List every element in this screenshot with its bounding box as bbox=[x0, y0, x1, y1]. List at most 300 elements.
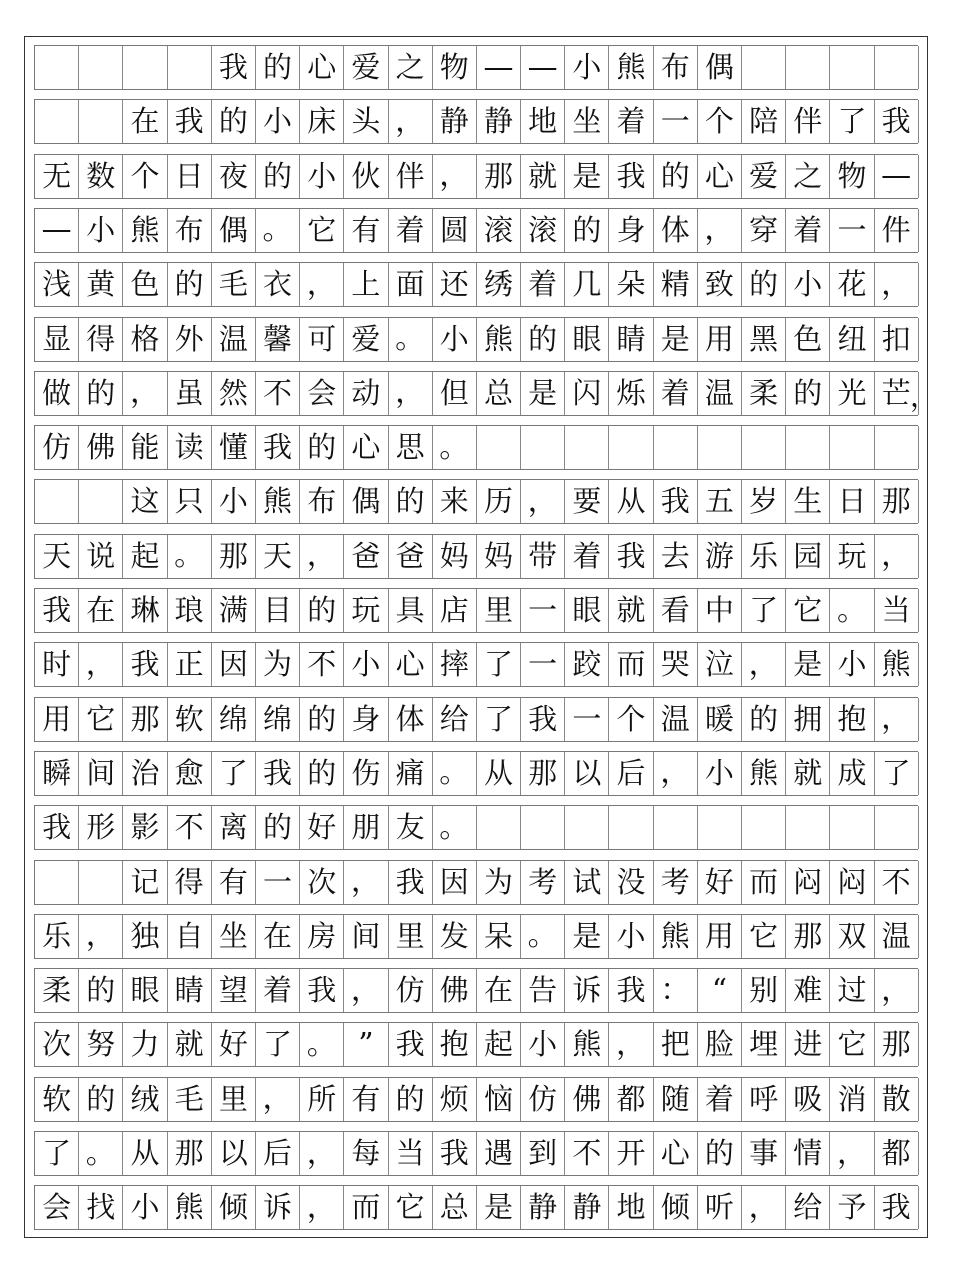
grid-cell: 了 bbox=[875, 752, 919, 795]
grid-cell: 日 bbox=[830, 480, 874, 523]
grid-cell: 它 bbox=[79, 698, 123, 741]
grid-cell: 遇 bbox=[477, 1132, 521, 1175]
grid-cell: 。 bbox=[521, 915, 565, 958]
grid-cell: — bbox=[521, 46, 565, 89]
grid-cell: 小 bbox=[256, 100, 300, 143]
grid-cell: 一 bbox=[654, 100, 698, 143]
grid-cell: 成 bbox=[830, 752, 874, 795]
grid-cell: 从 bbox=[477, 752, 521, 795]
grid-cell bbox=[565, 806, 609, 849]
grid-cell: 黄 bbox=[79, 263, 123, 306]
grid-cell: ， bbox=[875, 263, 919, 306]
grid-cell: 小 bbox=[698, 752, 742, 795]
grid-cell bbox=[79, 46, 123, 89]
grid-row bbox=[34, 805, 918, 850]
grid-cell: 绒 bbox=[123, 1078, 167, 1121]
grid-cell: 会 bbox=[35, 1186, 79, 1229]
grid-cell: 跤 bbox=[565, 643, 609, 686]
grid-row bbox=[34, 1185, 918, 1230]
grid-cell: 当 bbox=[875, 589, 919, 632]
grid-cell: 它 bbox=[830, 1023, 874, 1066]
grid-cell: 它 bbox=[300, 209, 344, 252]
grid-cell: 个 bbox=[698, 100, 742, 143]
grid-cell bbox=[79, 480, 123, 523]
grid-cell: 夜 bbox=[212, 155, 256, 198]
grid-cell: 熊 bbox=[565, 1023, 609, 1066]
grid-cell: 一 bbox=[521, 589, 565, 632]
grid-cell: 就 bbox=[521, 155, 565, 198]
grid-cell: ， bbox=[875, 969, 919, 1012]
grid-cell: 不 bbox=[256, 372, 300, 415]
grid-cell: 布 bbox=[168, 209, 212, 252]
grid-cell: ， bbox=[300, 1132, 344, 1175]
grid-cell: 小 bbox=[565, 46, 609, 89]
grid-cell: 在 bbox=[79, 589, 123, 632]
grid-cell: 游 bbox=[698, 535, 742, 578]
grid-cell: 影 bbox=[123, 806, 167, 849]
grid-cell: 扣 bbox=[875, 318, 919, 361]
grid-cell: 了 bbox=[477, 643, 521, 686]
grid-cell: 努 bbox=[79, 1023, 123, 1066]
grid-cell: 的 bbox=[389, 1078, 433, 1121]
grid-cell: 考 bbox=[654, 861, 698, 904]
grid-cell: ， bbox=[300, 263, 344, 306]
grid-cell: 朋 bbox=[344, 806, 388, 849]
grid-cell: 格 bbox=[123, 318, 167, 361]
grid-cell: 绵 bbox=[256, 698, 300, 741]
grid-cell: 时 bbox=[35, 643, 79, 686]
grid-cell bbox=[609, 806, 653, 849]
grid-cell: 从 bbox=[123, 1132, 167, 1175]
grid-cell: 无 bbox=[35, 155, 79, 198]
grid-cell: 小 bbox=[344, 643, 388, 686]
grid-cell: 面 bbox=[389, 263, 433, 306]
grid-cell: 是 bbox=[477, 1186, 521, 1229]
grid-cell: 体 bbox=[389, 698, 433, 741]
grid-cell: 情 bbox=[786, 1132, 830, 1175]
grid-cell: 为 bbox=[256, 643, 300, 686]
grid-cell: 是 bbox=[565, 155, 609, 198]
grid-cell: 之 bbox=[786, 155, 830, 198]
grid-cell: 爸 bbox=[389, 535, 433, 578]
grid-cell: 绵 bbox=[212, 698, 256, 741]
grid-cell: 双 bbox=[830, 915, 874, 958]
grid-cell: 每 bbox=[344, 1132, 388, 1175]
grid-cell: 后 bbox=[256, 1132, 300, 1175]
grid-row bbox=[34, 99, 918, 144]
grid-cell: 暖 bbox=[698, 698, 742, 741]
grid-cell: ， bbox=[698, 209, 742, 252]
grid-cell: 偶 bbox=[698, 46, 742, 89]
grid-cell: 望 bbox=[212, 969, 256, 1012]
grid-cell bbox=[609, 426, 653, 469]
grid-cell: 小 bbox=[79, 209, 123, 252]
grid-cell: 眼 bbox=[123, 969, 167, 1012]
grid-cell: 要 bbox=[565, 480, 609, 523]
grid-cell: 外 bbox=[168, 318, 212, 361]
grid-cell: 熊 bbox=[654, 915, 698, 958]
grid-cell: 的 bbox=[79, 969, 123, 1012]
grid-cell: 浅 bbox=[35, 263, 79, 306]
grid-cell: 倾 bbox=[654, 1186, 698, 1229]
grid-cell: 佛 bbox=[565, 1078, 609, 1121]
grid-cell: 愈 bbox=[168, 752, 212, 795]
grid-cell: 那 bbox=[168, 1132, 212, 1175]
grid-cell bbox=[786, 46, 830, 89]
grid-cell: ， bbox=[79, 643, 123, 686]
grid-cell: 的 bbox=[256, 806, 300, 849]
grid-cell: 色 bbox=[786, 318, 830, 361]
grid-cell: 睛 bbox=[609, 318, 653, 361]
grid-cell: 说 bbox=[79, 535, 123, 578]
grid-cell: 柔 bbox=[742, 372, 786, 415]
grid-cell: 自 bbox=[168, 915, 212, 958]
grid-cell: 琅 bbox=[168, 589, 212, 632]
grid-cell: 目 bbox=[256, 589, 300, 632]
grid-cell: 那 bbox=[786, 915, 830, 958]
grid-cell: 而 bbox=[344, 1186, 388, 1229]
grid-cell: 正 bbox=[168, 643, 212, 686]
grid-cell: 的 bbox=[212, 100, 256, 143]
grid-cell: 着 bbox=[256, 969, 300, 1012]
grid-cell: 天 bbox=[256, 535, 300, 578]
grid-row bbox=[34, 1022, 918, 1067]
grid-cell: 地 bbox=[521, 100, 565, 143]
grid-cell bbox=[698, 426, 742, 469]
grid-cell: 都 bbox=[609, 1078, 653, 1121]
grid-cell: 然 bbox=[212, 372, 256, 415]
grid-cell: 睛 bbox=[168, 969, 212, 1012]
grid-cell: 我 bbox=[35, 806, 79, 849]
grid-cell: 我 bbox=[123, 643, 167, 686]
grid-cell bbox=[830, 806, 874, 849]
grid-cell: 穿 bbox=[742, 209, 786, 252]
grid-cell bbox=[477, 426, 521, 469]
grid-cell: 仿 bbox=[521, 1078, 565, 1121]
grid-cell: ， bbox=[830, 1132, 874, 1175]
grid-cell: 心 bbox=[389, 643, 433, 686]
grid-cell: 力 bbox=[123, 1023, 167, 1066]
grid-cell: 做 bbox=[35, 372, 79, 415]
grid-cell: 来 bbox=[433, 480, 477, 523]
grid-cell: 仿 bbox=[35, 426, 79, 469]
grid-cell: 没 bbox=[609, 861, 653, 904]
grid-cell: 心 bbox=[654, 1132, 698, 1175]
grid-cell: 就 bbox=[609, 589, 653, 632]
grid-cell bbox=[786, 426, 830, 469]
grid-cell: 。 bbox=[433, 426, 477, 469]
grid-cell: 过 bbox=[830, 969, 874, 1012]
grid-cell: 我 bbox=[256, 426, 300, 469]
grid-cell: 看 bbox=[654, 589, 698, 632]
grid-cell: 动 bbox=[344, 372, 388, 415]
grid-cell: 个 bbox=[609, 698, 653, 741]
grid-cell: 但 bbox=[433, 372, 477, 415]
grid-cell: 去 bbox=[654, 535, 698, 578]
grid-cell: 一 bbox=[256, 861, 300, 904]
grid-cell: 小 bbox=[830, 643, 874, 686]
grid-cell: 小 bbox=[300, 155, 344, 198]
grid-cell: 我 bbox=[875, 100, 919, 143]
grid-cell: 滚 bbox=[521, 209, 565, 252]
grid-cell: 消 bbox=[830, 1078, 874, 1121]
grid-cell: 显 bbox=[35, 318, 79, 361]
grid-cell bbox=[698, 806, 742, 849]
grid-cell: 熊 bbox=[875, 643, 919, 686]
grid-cell: ” bbox=[344, 1023, 388, 1066]
composition-sheet bbox=[24, 36, 939, 1238]
grid-cell: 虽 bbox=[168, 372, 212, 415]
grid-cell: 天 bbox=[35, 535, 79, 578]
grid-cell bbox=[654, 806, 698, 849]
grid-cell: 店 bbox=[433, 589, 477, 632]
grid-cell bbox=[35, 861, 79, 904]
grid-cell: 好 bbox=[212, 1023, 256, 1066]
grid-row bbox=[34, 534, 918, 579]
grid-cell: 找 bbox=[79, 1186, 123, 1229]
grid-cell: 诉 bbox=[256, 1186, 300, 1229]
grid-cell: 馨 bbox=[256, 318, 300, 361]
grid-cell: ， bbox=[609, 1023, 653, 1066]
grid-cell: 绣 bbox=[477, 263, 521, 306]
grid-cell: 闷 bbox=[830, 861, 874, 904]
grid-cell: 佛 bbox=[433, 969, 477, 1012]
grid-cell: 着 bbox=[786, 209, 830, 252]
grid-cell: 着 bbox=[609, 100, 653, 143]
grid-cell: 的 bbox=[256, 46, 300, 89]
grid-cell: 体 bbox=[654, 209, 698, 252]
grid-cell: 能 bbox=[123, 426, 167, 469]
grid-cell: 数 bbox=[79, 155, 123, 198]
grid-cell: 痛 bbox=[389, 752, 433, 795]
grid-cell: 精 bbox=[654, 263, 698, 306]
grid-cell: 物 bbox=[830, 155, 874, 198]
grid-cell: 的 bbox=[79, 372, 123, 415]
grid-cell: ， bbox=[256, 1078, 300, 1121]
grid-cell: 闷 bbox=[786, 861, 830, 904]
grid-cell: 次 bbox=[300, 861, 344, 904]
grid-cell: 纽 bbox=[830, 318, 874, 361]
grid-cell: 呼 bbox=[742, 1078, 786, 1121]
grid-cell: 历 bbox=[477, 480, 521, 523]
grid-cell: ， bbox=[742, 1186, 786, 1229]
grid-cell: 的 bbox=[79, 1078, 123, 1121]
grid-cell: 小 bbox=[212, 480, 256, 523]
grid-cell: 五 bbox=[698, 480, 742, 523]
grid-cell: 考 bbox=[521, 861, 565, 904]
grid-cell: 是 bbox=[521, 372, 565, 415]
grid-cell: 而 bbox=[742, 861, 786, 904]
grid-cell: 的 bbox=[698, 1132, 742, 1175]
grid-cell: 了 bbox=[477, 698, 521, 741]
grid-cell: 埋 bbox=[742, 1023, 786, 1066]
grid-cell: 治 bbox=[123, 752, 167, 795]
grid-cell: 有 bbox=[212, 861, 256, 904]
grid-cell: 散 bbox=[875, 1078, 919, 1121]
grid-cell: — bbox=[35, 209, 79, 252]
grid-cell: 坐 bbox=[212, 915, 256, 958]
grid-cell: 形 bbox=[79, 806, 123, 849]
grid-cell: 。 bbox=[79, 1132, 123, 1175]
grid-cell: 琳 bbox=[123, 589, 167, 632]
grid-cell: 我 bbox=[433, 1132, 477, 1175]
grid-cell: 给 bbox=[433, 698, 477, 741]
grid-cell bbox=[875, 806, 919, 849]
grid-cell: 伤 bbox=[344, 752, 388, 795]
grid-cell: 小 bbox=[609, 915, 653, 958]
grid-cell: ， bbox=[742, 643, 786, 686]
grid-cell: 滚 bbox=[477, 209, 521, 252]
grid-cell bbox=[477, 806, 521, 849]
grid-cell bbox=[742, 806, 786, 849]
grid-cell: 身 bbox=[344, 698, 388, 741]
grid-cell: 床 bbox=[300, 100, 344, 143]
grid-row bbox=[34, 642, 918, 687]
grid-cell: 在 bbox=[256, 915, 300, 958]
grid-cell bbox=[79, 100, 123, 143]
grid-cell: 得 bbox=[168, 861, 212, 904]
grid-cell: 着 bbox=[521, 263, 565, 306]
grid-cell: ， bbox=[433, 155, 477, 198]
grid-cell: 记 bbox=[123, 861, 167, 904]
grid-cell: 烦 bbox=[433, 1078, 477, 1121]
grid-cell: 就 bbox=[168, 1023, 212, 1066]
grid-cell: 一 bbox=[830, 209, 874, 252]
grid-row bbox=[34, 154, 918, 199]
grid-cell: 把 bbox=[654, 1023, 698, 1066]
grid-cell: 脸 bbox=[698, 1023, 742, 1066]
grid-cell: 偶 bbox=[344, 480, 388, 523]
grid-cell: 的 bbox=[521, 318, 565, 361]
grid-cell: 色 bbox=[123, 263, 167, 306]
grid-cell: 心 bbox=[300, 46, 344, 89]
grid-cell: 一 bbox=[565, 698, 609, 741]
grid-cell: 吸 bbox=[786, 1078, 830, 1121]
grid-cell: 它 bbox=[742, 915, 786, 958]
grid-cell: 总 bbox=[433, 1186, 477, 1229]
grid-cell: 心 bbox=[698, 155, 742, 198]
grid-cell bbox=[786, 806, 830, 849]
grid-cell: 带 bbox=[521, 535, 565, 578]
grid-cell: 了 bbox=[35, 1132, 79, 1175]
grid-cell: 予 bbox=[830, 1186, 874, 1229]
grid-row bbox=[34, 588, 918, 633]
grid-cell: 生 bbox=[786, 480, 830, 523]
grid-cell: 伴 bbox=[389, 155, 433, 198]
grid-row bbox=[34, 968, 918, 1013]
grid-cell: ， bbox=[300, 1186, 344, 1229]
grid-cell: 玩 bbox=[344, 589, 388, 632]
grid-cell: ， bbox=[654, 752, 698, 795]
grid-cell: 衣 bbox=[256, 263, 300, 306]
grid-cell: 小 bbox=[786, 263, 830, 306]
grid-cell: 熊 bbox=[256, 480, 300, 523]
grid-cell: 静 bbox=[433, 100, 477, 143]
grid-cell: 不 bbox=[875, 861, 919, 904]
grid-cell: 了 bbox=[830, 100, 874, 143]
grid-cell: 的 bbox=[300, 752, 344, 795]
grid-cell: 几 bbox=[565, 263, 609, 306]
grid-cell: 我 bbox=[212, 46, 256, 89]
grid-cell: 爱 bbox=[344, 318, 388, 361]
grid-cell: 房 bbox=[300, 915, 344, 958]
grid-cell: 抱 bbox=[433, 1023, 477, 1066]
grid-cell: — bbox=[875, 155, 919, 198]
grid-cell: 都 bbox=[875, 1132, 919, 1175]
grid-cell: 眼 bbox=[565, 589, 609, 632]
grid-cell: 在 bbox=[477, 969, 521, 1012]
grid-cell bbox=[35, 46, 79, 89]
grid-row bbox=[34, 425, 918, 470]
grid-cell: 里 bbox=[389, 915, 433, 958]
grid-cell: ， bbox=[123, 372, 167, 415]
grid-cell: ， bbox=[300, 535, 344, 578]
grid-cell: “ bbox=[698, 969, 742, 1012]
grid-cell: 有 bbox=[344, 209, 388, 252]
grid-cell: 次 bbox=[35, 1023, 79, 1066]
grid-cell: 摔 bbox=[433, 643, 477, 686]
grid-cell: 我 bbox=[521, 698, 565, 741]
grid-cell: 还 bbox=[433, 263, 477, 306]
grid-cell: 我 bbox=[609, 969, 653, 1012]
grid-cell: 一 bbox=[521, 643, 565, 686]
grid-cell: 恼 bbox=[477, 1078, 521, 1121]
grid-cell: 进 bbox=[786, 1023, 830, 1066]
grid-cell: 有 bbox=[344, 1078, 388, 1121]
grid-cell bbox=[521, 426, 565, 469]
grid-cell: 爱 bbox=[742, 155, 786, 198]
grid-row bbox=[34, 317, 918, 362]
grid-cell: 仿 bbox=[389, 969, 433, 1012]
grid-cell: 我 bbox=[609, 155, 653, 198]
grid-cell: 因 bbox=[433, 861, 477, 904]
grid-cell: 我 bbox=[609, 535, 653, 578]
grid-cell: 是 bbox=[654, 318, 698, 361]
grid-cell: 那 bbox=[123, 698, 167, 741]
grid-cell: 小 bbox=[123, 1186, 167, 1229]
grid-cell: ， bbox=[875, 535, 919, 578]
grid-cell bbox=[654, 426, 698, 469]
grid-cell: 所 bbox=[300, 1078, 344, 1121]
grid-cell: 友 bbox=[389, 806, 433, 849]
grid-cell bbox=[875, 426, 919, 469]
grid-cell bbox=[123, 46, 167, 89]
grid-cell: 独 bbox=[123, 915, 167, 958]
grid-cell: 的 bbox=[654, 155, 698, 198]
overflow-punctuation: ， bbox=[910, 379, 939, 413]
grid-cell: 随 bbox=[654, 1078, 698, 1121]
grid-cell: 温 bbox=[654, 698, 698, 741]
grid-cell: 倾 bbox=[212, 1186, 256, 1229]
grid-cell: 了 bbox=[742, 589, 786, 632]
grid-cell: 我 bbox=[875, 1186, 919, 1229]
grid-cell: 可 bbox=[300, 318, 344, 361]
grid-cell: 它 bbox=[786, 589, 830, 632]
grid-cell: 抱 bbox=[830, 698, 874, 741]
grid-row bbox=[34, 208, 918, 253]
grid-cell: 光 bbox=[830, 372, 874, 415]
grid-cell: 妈 bbox=[433, 535, 477, 578]
grid-cell bbox=[35, 480, 79, 523]
grid-cell: 。 bbox=[168, 535, 212, 578]
grid-cell: 别 bbox=[742, 969, 786, 1012]
grid-cell: 熊 bbox=[477, 318, 521, 361]
grid-cell: 个 bbox=[123, 155, 167, 198]
grid-cell: 坐 bbox=[565, 100, 609, 143]
grid-cell: ， bbox=[344, 969, 388, 1012]
grid-cell: 那 bbox=[875, 1023, 919, 1066]
grid-cell: 我 bbox=[389, 861, 433, 904]
